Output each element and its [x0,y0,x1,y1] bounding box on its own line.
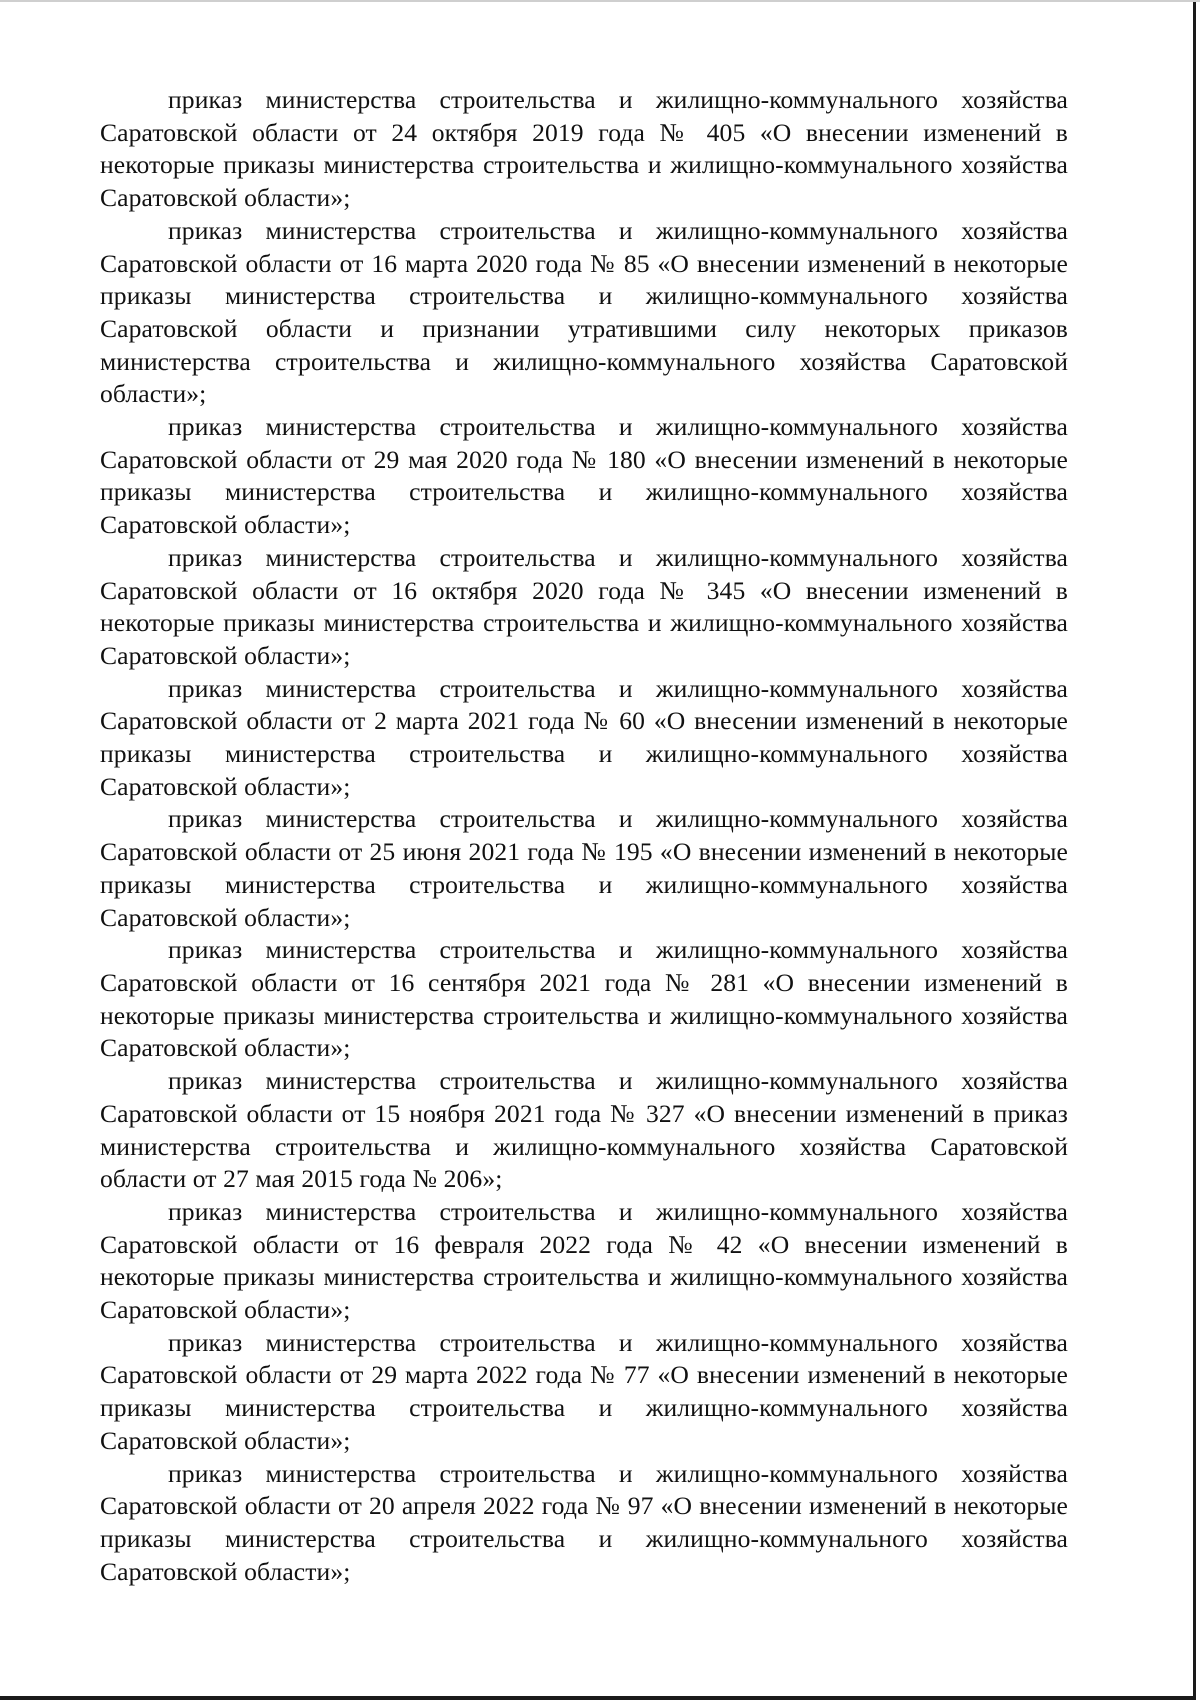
paragraph-order-60: приказ министерства строительства и жилищно-коммунального хозяйства Саратовской области от 2 марта 2021 года № 60 «О внесении изменений в некоторые приказы министерства строительства и жилищно-коммунального хозяйства Саратовской области»; [100,673,1068,801]
paragraph-order-405: приказ министерства строительства и жилищно-коммунального хозяйства Саратовской области от 24 октября 2019 года № 405 «О внесении изменений в некоторые приказы министерства строительства и жилищно-коммунального хозяйства Саратовской области»; [100,85,1068,213]
paragraph-order-42: приказ министерства строительства и жилищно-коммунального хозяйства Саратовской области от 16 февраля 2022 года № 42 «О внесении изменений в некоторые приказы министерства строительства и жилищно-коммунального хозяйства Саратовской области»; [100,1196,1068,1325]
document-body [100,84,1068,1588]
scan-edge [0,0,1200,2]
paragraph-order-180: приказ министерства строительства и жилищно-коммунального хозяйства Саратовской области от 29 мая 2020 года № 180 «О внесении изменений в некоторые приказы министерства строительства и жилищно-коммунального хозяйства Саратовской области»; [100,412,1068,540]
paragraph-order-85: приказ министерства строительства и жилищно-коммунального хозяйства Саратовской области от 16 марта 2020 года № 85 «О внесении изменений в некоторые приказы министерства строительства и жилищно-коммунального хозяйства Саратовской области и признании утратившими силу некоторых приказов министерства строительства и жилищно-коммунального хозяйства Саратовской области»; [100,215,1068,409]
paragraph-order-345: приказ министерства строительства и жилищно-коммунального хозяйства Саратовской области от 16 октября 2020 года № 345 «О внесении изменений в некоторые приказы министерства строительства и жилищно-коммунального хозяйства Саратовской области»; [100,542,1068,670]
paragraph-order-327: приказ министерства строительства и жилищно-коммунального хозяйства Саратовской области от 15 ноября 2021 года № 327 «О внесении изменений в приказ министерства строительства и жилищно-коммунального хозяйства Саратовской области от 27 мая 2015 года № 206»; [100,1066,1068,1194]
paragraph-order-281: приказ министерства строительства и жилищно-коммунального хозяйства Саратовской области от 16 сентября 2021 года № 281 «О внесении изменений в некоторые приказы министерства строительства и жилищно-коммунального хозяйства Саратовской области»; [100,935,1068,1063]
paragraph-order-77: приказ министерства строительства и жилищно-коммунального хозяйства Саратовской области от 29 марта 2022 года № 77 «О внесении изменений в некоторые приказы министерства строительства и жилищно-коммунального хозяйства Саратовской области»; [100,1327,1068,1455]
paragraph-order-195: приказ министерства строительства и жилищно-коммунального хозяйства Саратовской области от 25 июня 2021 года № 195 «О внесении изменений в некоторые приказы министерства строительства и жилищно-коммунального хозяйства Саратовской области»; [100,804,1068,932]
paragraph-order-97: приказ министерства строительства и жилищно-коммунального хозяйства Саратовской области от 20 апреля 2022 года № 97 «О внесении изменений в некоторые приказы министерства строительства и жилищно-коммунального хозяйства Саратовской области»; [100,1458,1068,1586]
